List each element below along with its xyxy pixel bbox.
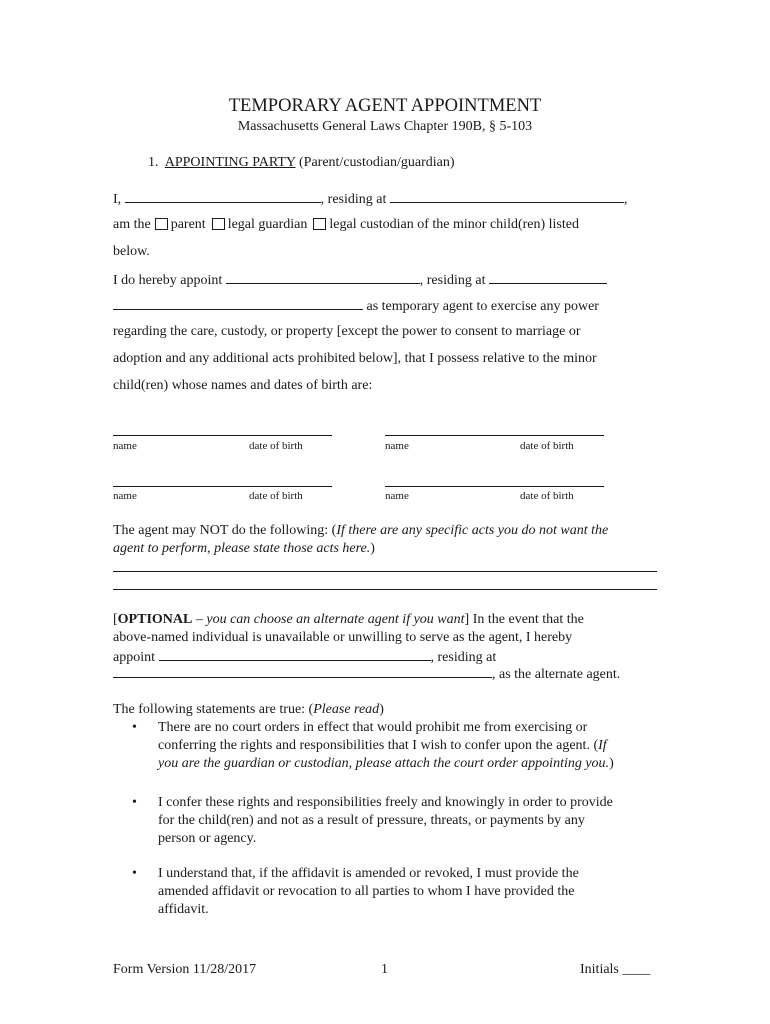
legal-custodian-option-label: legal custodian of the minor child(ren) listed — [329, 217, 579, 232]
bullet-icon: • — [132, 795, 137, 810]
optional-instruction: you can choose an alternate agent if you want — [206, 612, 465, 627]
child-1-dob-label: date of birth — [249, 440, 303, 452]
bullet-icon: • — [132, 866, 137, 881]
optional-dash: – — [192, 612, 207, 627]
optional-label: OPTIONAL — [117, 612, 193, 627]
child-3-dob-label: date of birth — [249, 490, 303, 502]
line1-suffix: , — [623, 192, 628, 207]
alternate-agent-name-field[interactable] — [159, 648, 431, 661]
section-1-heading — [148, 155, 455, 171]
statement-1-line-2 — [158, 738, 607, 754]
optional-line-3 — [113, 648, 496, 666]
statements-intro — [113, 702, 384, 718]
form-version: Form Version 11/28/2017 — [113, 962, 257, 977]
statement-1-italic-3: you are the guardian or custodian, please attach the court order appointing you. — [158, 756, 610, 771]
child-1-field[interactable] — [113, 435, 332, 436]
statements-intro-italic: Please read — [313, 702, 380, 717]
child-2-name-label: name — [385, 440, 409, 452]
child-4-dob-label: date of birth — [520, 490, 574, 502]
legal-guardian-option-label: legal guardian — [227, 217, 308, 232]
statements-intro-close: ) — [379, 702, 384, 717]
line1-mid: , residing at — [320, 192, 387, 207]
appointer-address-field[interactable] — [390, 190, 624, 203]
prohibited-acts-field-1[interactable] — [113, 571, 657, 572]
parent-option-label: parent — [170, 217, 206, 232]
appoint-line — [113, 271, 607, 289]
child-2-dob-label: date of birth — [520, 440, 574, 452]
prohibited-close: ) — [370, 541, 375, 556]
relationship-line — [113, 217, 579, 233]
statement-3-line-1: I understand that, if the affidavit is amended or revoked, I must provide the — [158, 866, 579, 881]
line5-suffix: as temporary agent to exercise any power — [366, 299, 599, 314]
statement-2-line-1: I confer these rights and responsibilities freely and knowingly in order to provide — [158, 795, 613, 810]
statement-3-line-2: amended affidavit or revocation to all parties to whom I have provided the — [158, 884, 575, 899]
appointer-line — [113, 190, 627, 208]
child-3-name-label: name — [113, 490, 137, 502]
below-text: below. — [113, 244, 150, 259]
agent-address-field[interactable] — [489, 271, 607, 284]
bullet-icon: • — [132, 720, 137, 735]
prohibited-acts-field-2[interactable] — [113, 589, 657, 590]
child-4-name-label: name — [385, 490, 409, 502]
statement-1-text-2: conferring the rights and responsibilities that I wish to confer upon the agent. ( — [158, 738, 599, 753]
statement-1-italic-2: If — [598, 738, 607, 753]
child-1-name-label: name — [113, 440, 137, 452]
optional-residing-label: , residing at — [430, 650, 497, 665]
statements-intro-text: The following statements are true: ( — [113, 702, 314, 717]
form-title: TEMPORARY AGENT APPOINTMENT — [228, 96, 542, 116]
agent-name-field[interactable] — [226, 271, 420, 284]
prohibited-intro-text: The agent may NOT do the following: ( — [113, 523, 337, 538]
statement-1-line-1: There are no court orders in effect that would prohibit me from exercising or — [158, 720, 588, 735]
optional-text-1: ] In the event that the — [464, 612, 584, 627]
optional-line-1 — [113, 612, 584, 628]
agent-address-field-2[interactable] — [113, 297, 363, 310]
optional-bracket: [ — [113, 612, 118, 627]
page-number: 1 — [381, 962, 388, 977]
section-heading-note: (Parent/custodian/guardian) — [299, 155, 455, 170]
alternate-agent-address-field[interactable] — [113, 665, 492, 678]
powers-text-3: child(ren) whose names and dates of birth are: — [113, 378, 373, 393]
line4-prefix: I do hereby appoint — [113, 273, 223, 288]
statement-2-line-2: for the child(ren) and not as a result of pressure, threats, or payments by any — [158, 813, 585, 828]
agent-address-line — [113, 297, 599, 315]
child-3-field[interactable] — [113, 486, 332, 487]
line4-mid: , residing at — [419, 273, 486, 288]
legal-custodian-checkbox[interactable] — [313, 218, 326, 230]
statement-1-close: ) — [609, 756, 614, 771]
prohibited-intro-2 — [113, 541, 375, 557]
section-heading-text: APPOINTING PARTY — [164, 155, 296, 170]
prohibited-instruction-1: If there are any specific acts you do not want the — [336, 523, 609, 538]
parent-checkbox[interactable] — [155, 218, 168, 230]
line1-prefix: I, — [113, 192, 122, 207]
optional-line-2: above-named individual is unavailable or unwilling to serve as the agent, I hereby — [113, 630, 573, 645]
section-number: 1. — [148, 155, 159, 170]
appointer-name-field[interactable] — [125, 190, 321, 203]
optional-appoint-label: appoint — [113, 650, 155, 665]
line2-prefix: am the — [113, 217, 151, 232]
child-2-field[interactable] — [385, 435, 604, 436]
statement-2-line-3: person or agency. — [158, 831, 257, 846]
powers-text-2: adoption and any additional acts prohibited below], that I possess relative to the minor — [113, 351, 597, 366]
prohibited-instruction-2: agent to perform, please state those acts here. — [113, 541, 371, 556]
form-subtitle: Massachusetts General Laws Chapter 190B, § 5-103 — [237, 119, 533, 134]
child-4-field[interactable] — [385, 486, 604, 487]
powers-text-1: regarding the care, custody, or property [except the power to consent to marriage or — [113, 324, 581, 339]
prohibited-intro — [113, 523, 608, 539]
statement-1-line-3 — [158, 756, 614, 772]
statement-3-line-3: affidavit. — [158, 902, 209, 917]
legal-guardian-checkbox[interactable] — [212, 218, 225, 230]
initials-field[interactable]: Initials ____ — [580, 962, 651, 977]
optional-line-4 — [113, 665, 620, 683]
optional-alternate-label: , as the alternate agent. — [492, 667, 621, 682]
